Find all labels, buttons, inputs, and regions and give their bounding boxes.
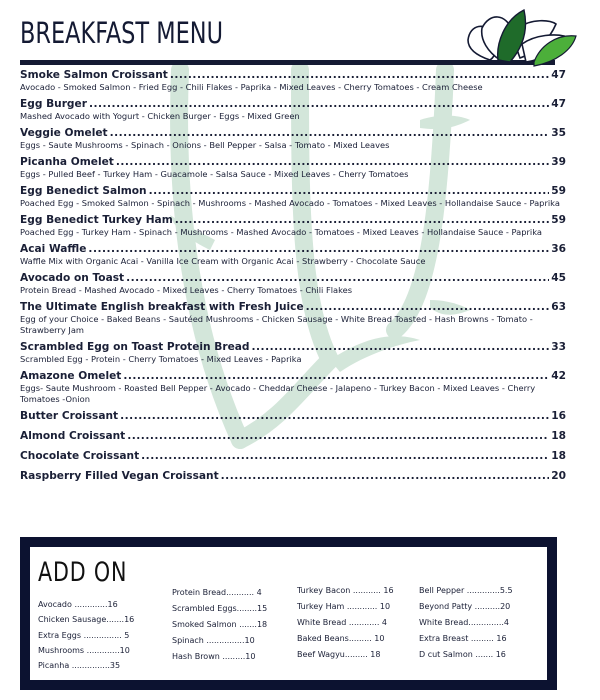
- menu-item: [20, 69, 566, 93]
- menu-item: [20, 410, 566, 423]
- menu-item-name: Egg Burger: [20, 98, 87, 110]
- menu-item-price: 63: [551, 301, 566, 313]
- addon-item: Smoked Salmon .......18: [172, 620, 268, 629]
- dot-leader: [306, 301, 550, 314]
- menu-item: [20, 156, 566, 180]
- dot-leader: [88, 243, 549, 256]
- menu-item-name: Raspberry Filled Vegan Croissant: [20, 470, 219, 482]
- addon-section: [20, 537, 557, 690]
- menu-item-price: 16: [551, 410, 566, 422]
- menu-item-price: 45: [551, 272, 566, 284]
- menu-item-description: Poached Egg - Turkey Ham - Spinach - Mushrooms - Mashed Avocado - Tomatoes - Mixed Leaves - Hollandaise Sauce - Paprika: [20, 227, 542, 237]
- menu-item-price: 59: [551, 185, 566, 197]
- menu-item-header: [20, 272, 566, 285]
- menu-item-header: [20, 98, 566, 111]
- dot-leader: [221, 470, 550, 483]
- dot-leader: [141, 450, 549, 463]
- menu-item: [20, 341, 566, 365]
- dot-leader: [120, 410, 549, 423]
- menu-item-header: [20, 69, 566, 82]
- menu-item-name: Avocado on Toast: [20, 272, 125, 284]
- dot-leader: [110, 127, 550, 140]
- addon-item: Mushrooms .............10: [38, 645, 130, 655]
- menu-item-price: 42: [551, 370, 566, 382]
- addon-column: [297, 583, 394, 663]
- addon-title: ADD ON: [38, 557, 128, 588]
- addon-item: Scrambled Eggs........15: [172, 604, 268, 613]
- addon-item: Beef Wagyu......... 18: [297, 650, 381, 659]
- menu-item-description: Mashed Avocado with Yogurt - Chicken Burger - Eggs - Mixed Green: [20, 111, 300, 121]
- dot-leader: [127, 430, 549, 443]
- menu-item-description: Eggs- Saute Mushroom - Roasted Bell Pepper - Avocado - Cheddar Cheese - Jalapeno - Turkey Bacon - Mixed Leaves - Cherry Tomatoes -Onion: [20, 383, 536, 404]
- dot-leader: [252, 341, 550, 354]
- menu-item-name: Smoke Salmon Croissant: [20, 69, 168, 81]
- menu-item-name: Amazone Omelet: [20, 370, 122, 382]
- addon-item: Spinach ...............10: [172, 636, 255, 645]
- menu-item-name: Acai Waffle: [20, 243, 87, 255]
- menu-item-description: Avocado - Smoked Salmon - Fried Egg - Chili Flakes - Paprika - Mixed Leaves - Cherry Tomatoes - Cream Cheese: [20, 82, 483, 92]
- addon-item: Bell Pepper .............5.5: [419, 586, 513, 595]
- addon-item: Beyond Patty ..........20: [419, 602, 511, 611]
- addon-column: [172, 585, 267, 665]
- page-title: BREAKFAST MENU: [20, 16, 224, 50]
- menu-item-description: Protein Bread - Mashed Avocado - Mixed Leaves - Cherry Tomatoes - Chili Flakes: [20, 285, 353, 295]
- menu-item-name: Egg Benedict Salmon: [20, 185, 147, 197]
- menu-item-price: 47: [551, 98, 566, 110]
- addon-item: Hash Brown .........10: [172, 652, 256, 661]
- addon-item: Protein Bread........... 4: [172, 588, 262, 597]
- addon-column: [38, 597, 134, 673]
- menu-item-header: [20, 410, 566, 423]
- addon-item: White Bread ............ 4: [297, 618, 387, 627]
- menu-item: [20, 243, 566, 267]
- menu-item-name: Egg Benedict Turkey Ham: [20, 214, 173, 226]
- menu-item-price: 47: [551, 69, 566, 81]
- menu-item-description: Eggs - Pulled Beef - Turkey Ham - Guacamole - Salsa Sauce - Mixed Leaves - Cherry Tomatoes: [20, 169, 409, 179]
- menu-item-header: [20, 301, 566, 314]
- menu-item-price: 35: [551, 127, 566, 139]
- menu-item-name: Almond Croissant: [20, 430, 126, 442]
- menu-item-description: Scrambled Egg - Protein - Cherry Tomatoes - Mixed Leaves - Paprika: [20, 354, 302, 364]
- menu-item: [20, 450, 566, 463]
- menu-item-name: The Ultimate English breakfast with Fresh Juice: [20, 301, 304, 313]
- menu-item-price: 59: [551, 214, 566, 226]
- menu-item-header: [20, 185, 566, 198]
- menu-item-description: Poached Egg - Smoked Salmon - Spinach - Mushrooms - Mashed Avocado - Tomatoes - Mixed Leaves - Hollandaise Sauce - Paprika: [20, 198, 560, 208]
- leaves-icon: [460, 4, 578, 68]
- menu-item-header: [20, 341, 566, 354]
- addon-item: Turkey Bacon ........... 16: [297, 586, 394, 595]
- menu-item-price: 33: [551, 341, 566, 353]
- menu-item: [20, 272, 566, 296]
- menu-item-price: 20: [551, 470, 566, 482]
- dot-leader: [126, 272, 549, 285]
- addon-column: [419, 583, 513, 663]
- menu-item-name: Veggie Omelet: [20, 127, 108, 139]
- menu-item: [20, 430, 566, 443]
- menu-item-header: [20, 127, 566, 140]
- menu-item-header: [20, 214, 566, 227]
- menu-item-header: [20, 450, 566, 463]
- menu-item-price: 36: [551, 243, 566, 255]
- addon-item: Turkey Ham ............ 10: [297, 602, 391, 611]
- menu-item-name: Picanha Omelet: [20, 156, 114, 168]
- menu-item-header: [20, 156, 566, 169]
- dot-leader: [170, 69, 549, 82]
- menu-item-price: 18: [551, 430, 566, 442]
- dot-leader: [116, 156, 549, 169]
- menu-item: [20, 214, 566, 238]
- menu-item-name: Chocolate Croissant: [20, 450, 140, 462]
- menu-item: [20, 301, 566, 336]
- menu-list: [20, 69, 566, 490]
- menu-item-description: Eggs - Saute Mushrooms - Spinach - Onions - Bell Pepper - Salsa - Tomato - Mixed Leaves: [20, 140, 390, 150]
- addon-item: White Bread..............4: [419, 618, 509, 627]
- addon-item: Baked Beans......... 10: [297, 634, 385, 643]
- menu-item-header: [20, 470, 566, 483]
- menu-item-header: [20, 430, 566, 443]
- menu-item: [20, 98, 566, 122]
- menu-item-name: Scrambled Egg on Toast Protein Bread: [20, 341, 250, 353]
- menu-item-price: 39: [551, 156, 566, 168]
- dot-leader: [175, 214, 550, 227]
- addon-item: Extra Breast ......... 16: [419, 634, 507, 643]
- dot-leader: [89, 98, 549, 111]
- menu-item: [20, 127, 566, 151]
- addon-item: D cut Salmon ....... 16: [419, 650, 506, 659]
- menu-item-header: [20, 370, 566, 383]
- dot-leader: [123, 370, 549, 383]
- menu-item-price: 18: [551, 450, 566, 462]
- menu-item: [20, 370, 566, 405]
- addon-item: Picanha ...............35: [38, 661, 121, 671]
- addon-item: Extra Eggs ............... 5: [38, 630, 130, 640]
- menu-item: [20, 185, 566, 209]
- menu-item-description: Egg of your Choice - Baked Beans - Sautéed Mushrooms - Chicken Sausage - White Bread Toasted - Hash Browns - Tomato - Strawberry Jam: [20, 314, 533, 335]
- addon-item: Chicken Sausage.......16: [38, 615, 135, 625]
- menu-item-description: Waffle Mix with Organic Acai - Vanilla Ice Cream with Organic Acai - Strawberry - Chocolate Sauce: [20, 256, 426, 266]
- menu-item: [20, 470, 566, 483]
- menu-item-header: [20, 243, 566, 256]
- menu-item-name: Butter Croissant: [20, 410, 119, 422]
- dot-leader: [149, 185, 550, 198]
- addon-item: Avocado .............16: [38, 600, 118, 609]
